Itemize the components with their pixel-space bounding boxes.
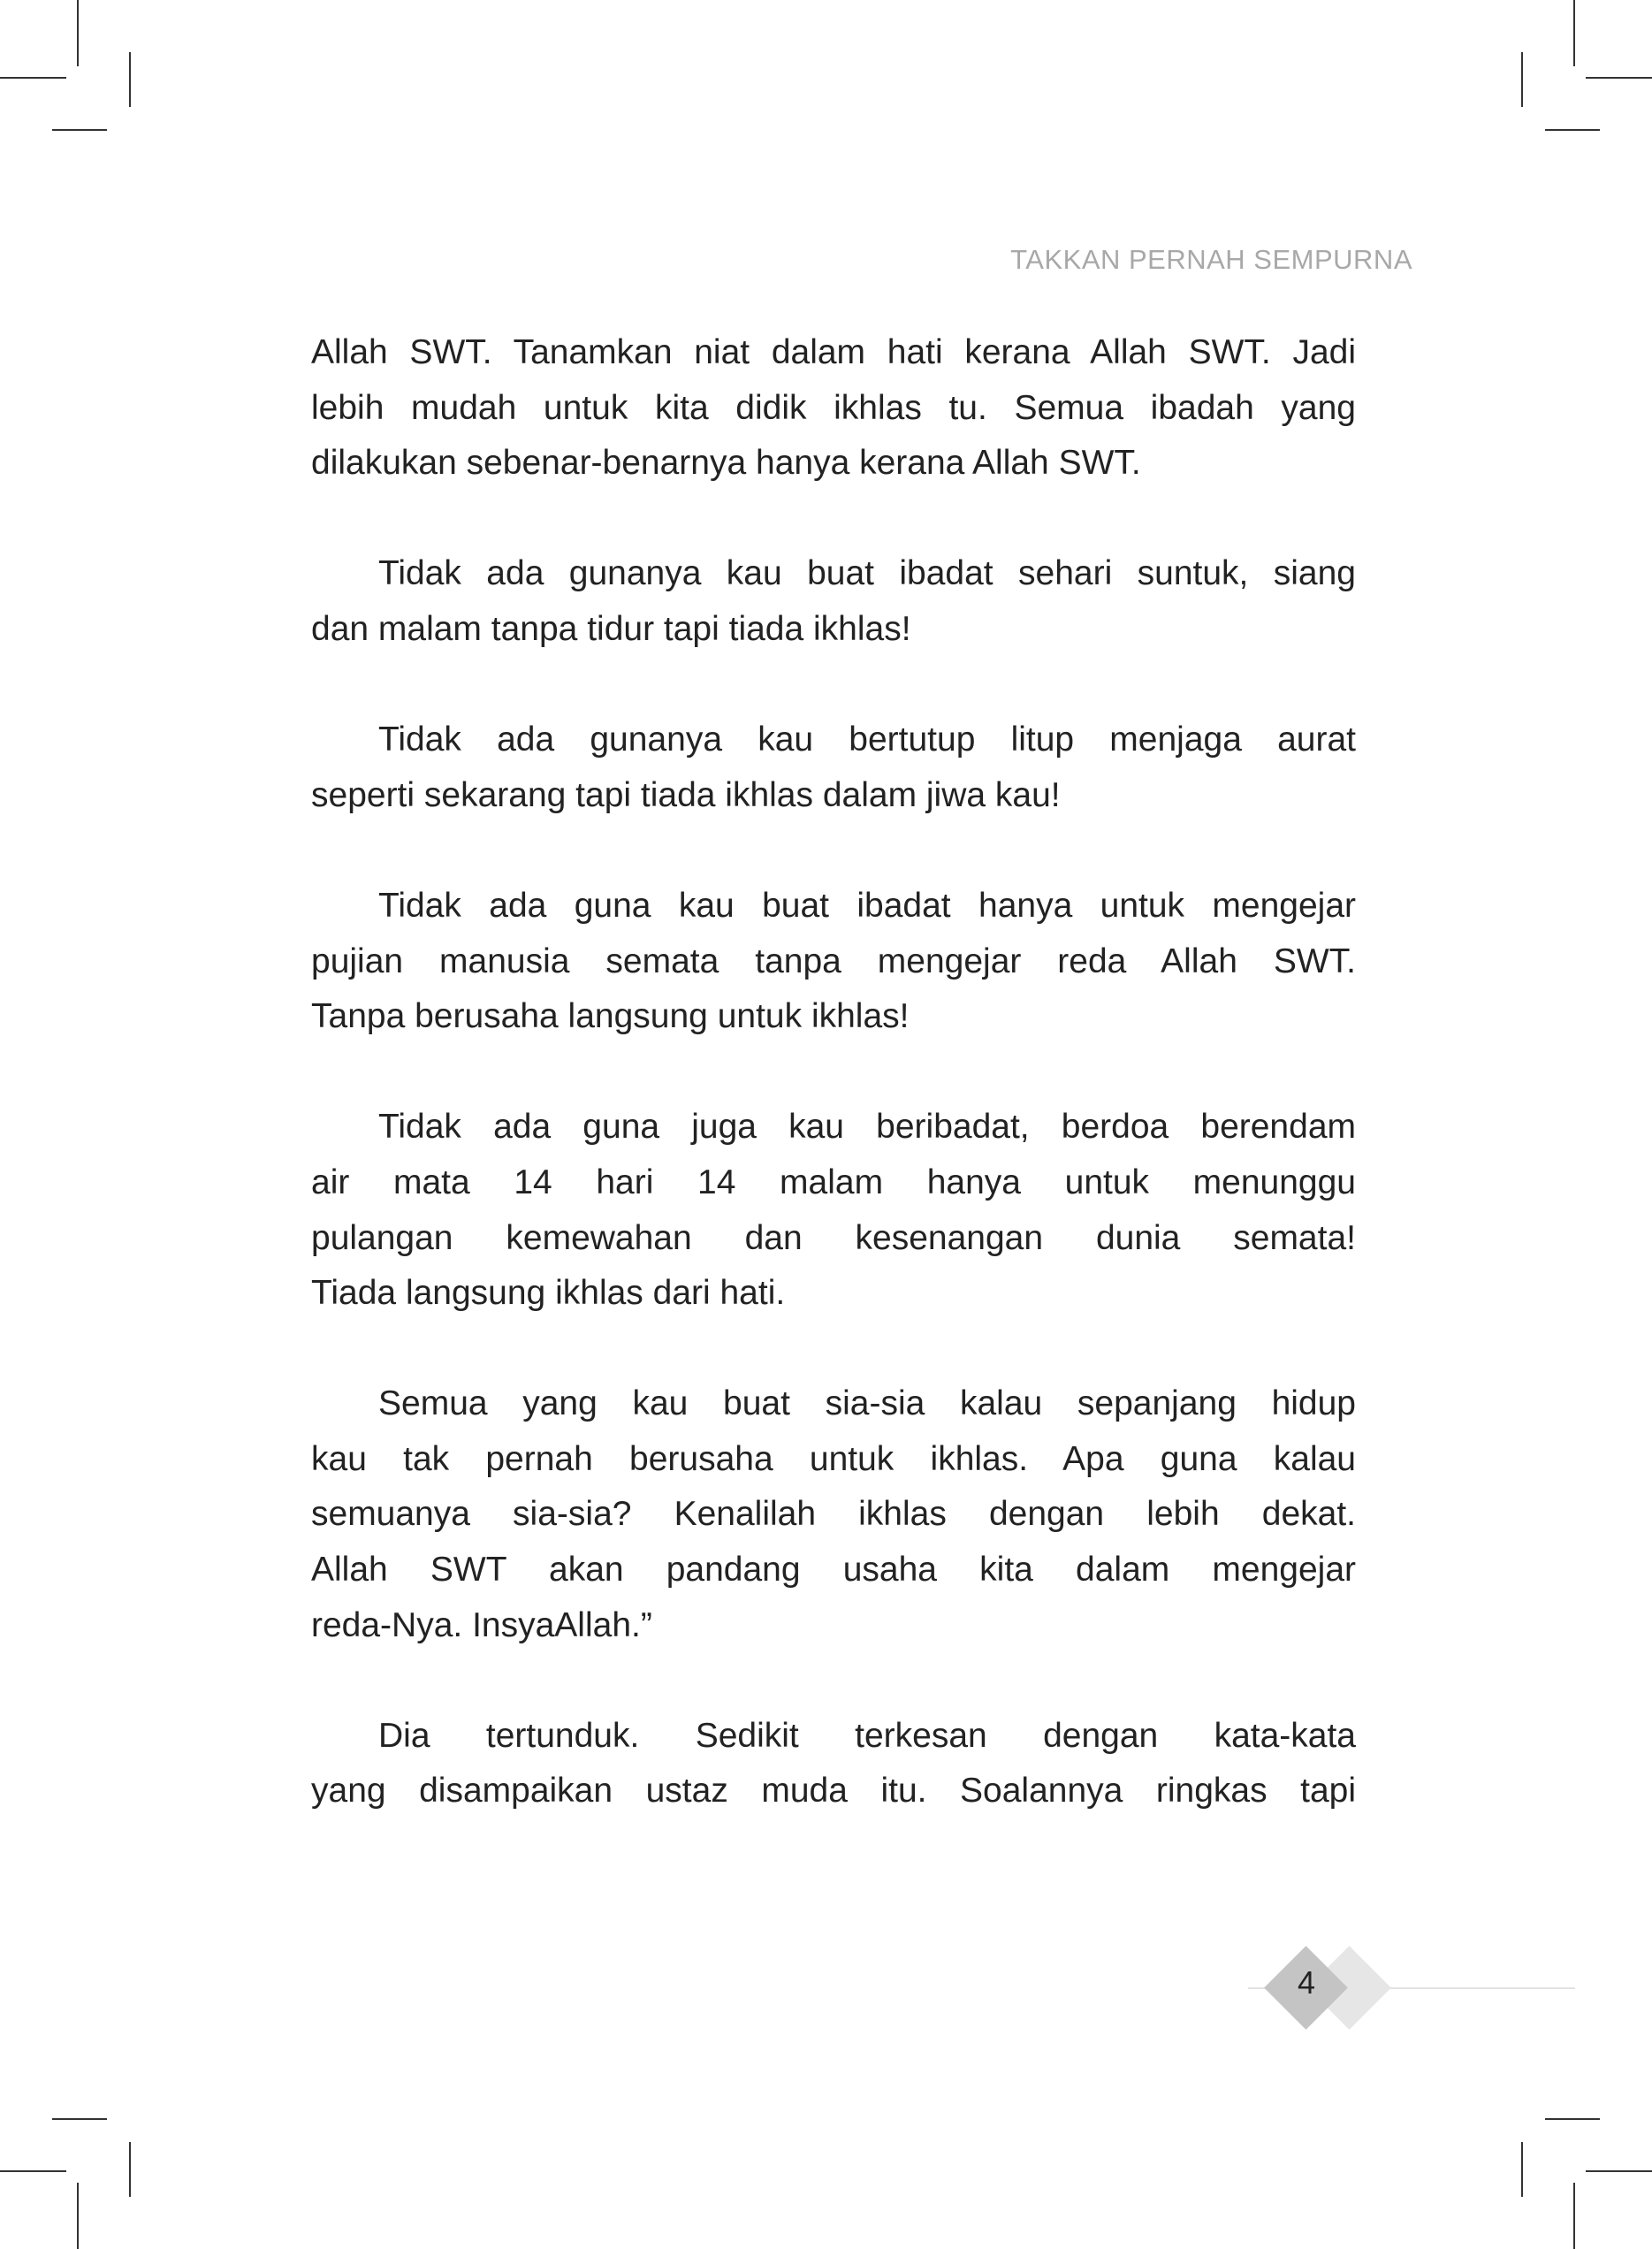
crop-mark	[1586, 77, 1652, 79]
text-line: Allah SWT akan pandang usaha kita dalam mengejar	[311, 1551, 1356, 1590]
text-line: Tidak ada guna juga kau beribadat, berdoa berendam	[378, 1108, 1356, 1147]
paragraph	[311, 879, 1356, 1045]
text-line: dan malam tanpa tidur tapi tiada ikhlas!	[311, 609, 911, 648]
paragraph	[311, 1709, 1356, 1819]
paragraph	[311, 1100, 1356, 1321]
text-line: air mata 14 hari 14 malam hanya untuk menunggu	[311, 1163, 1356, 1201]
text-line: dilakukan sebenar-benarnya hanya kerana Allah SWT.	[311, 444, 1141, 483]
text-line: pulangan kemewahan dan kesenangan dunia semata!	[311, 1218, 1356, 1257]
crop-mark	[77, 0, 79, 66]
text-line: Semua yang kau buat sia-sia kalau sepanjang hidup	[378, 1384, 1356, 1423]
text-line: seperti sekarang tapi tiada ikhlas dalam jiwa kau!	[311, 775, 1061, 814]
crop-mark	[1545, 129, 1600, 131]
text-line: semuanya sia-sia? Kenalilah ikhlas dengan lebih dekat.	[311, 1495, 1356, 1534]
page-number: 4	[1297, 1964, 1316, 2001]
crop-mark	[1521, 2142, 1523, 2197]
text-line: Tidak ada guna kau buat ibadat hanya untuk mengejar	[378, 886, 1356, 925]
paragraph	[311, 1376, 1356, 1653]
crop-mark	[1545, 2118, 1600, 2120]
text-line: Tidak ada gunanya kau bertutup litup menjaga aurat	[378, 720, 1356, 759]
crop-mark	[1573, 2183, 1575, 2249]
text-line: Tiada langsung ikhlas dari hati.	[311, 1274, 786, 1313]
crop-mark	[52, 2118, 107, 2120]
running-header: TAKKAN PERNAH SEMPURNA	[1010, 244, 1412, 275]
crop-mark	[0, 2170, 66, 2172]
crop-mark	[129, 2142, 131, 2197]
text-line: pujian manusia semata tanpa mengejar reda Allah SWT.	[311, 942, 1356, 980]
text-line: Tidak ada gunanya kau buat ibadat sehari suntuk, siang	[378, 554, 1356, 593]
crop-mark	[52, 129, 107, 131]
paragraph	[311, 546, 1356, 657]
crop-mark	[77, 2183, 79, 2249]
text-line: yang disampaikan ustaz muda itu. Soalannya ringkas tapi	[311, 1772, 1356, 1811]
crop-mark	[0, 77, 66, 79]
text-line: Tanpa berusaha langsung untuk ikhlas!	[311, 997, 910, 1036]
text-line: lebih mudah untuk kita didik ikhlas tu. Semua ibadah yang	[311, 388, 1356, 427]
crop-mark	[1586, 2170, 1652, 2172]
paragraph	[311, 713, 1356, 823]
text-line: kau tak pernah berusaha untuk ikhlas. Apa guna kalau	[311, 1439, 1356, 1478]
crop-mark	[1521, 52, 1523, 107]
text-line: reda-Nya. InsyaAllah.”	[311, 1605, 652, 1644]
paragraph	[311, 325, 1356, 492]
text-line: Dia tertunduk. Sedikit terkesan dengan kata-kata	[378, 1716, 1356, 1755]
crop-mark	[1573, 0, 1575, 66]
body-text	[311, 325, 1356, 1875]
text-line: Allah SWT. Tanamkan niat dalam hati kerana Allah SWT. Jadi	[311, 333, 1356, 371]
crop-mark	[129, 52, 131, 107]
